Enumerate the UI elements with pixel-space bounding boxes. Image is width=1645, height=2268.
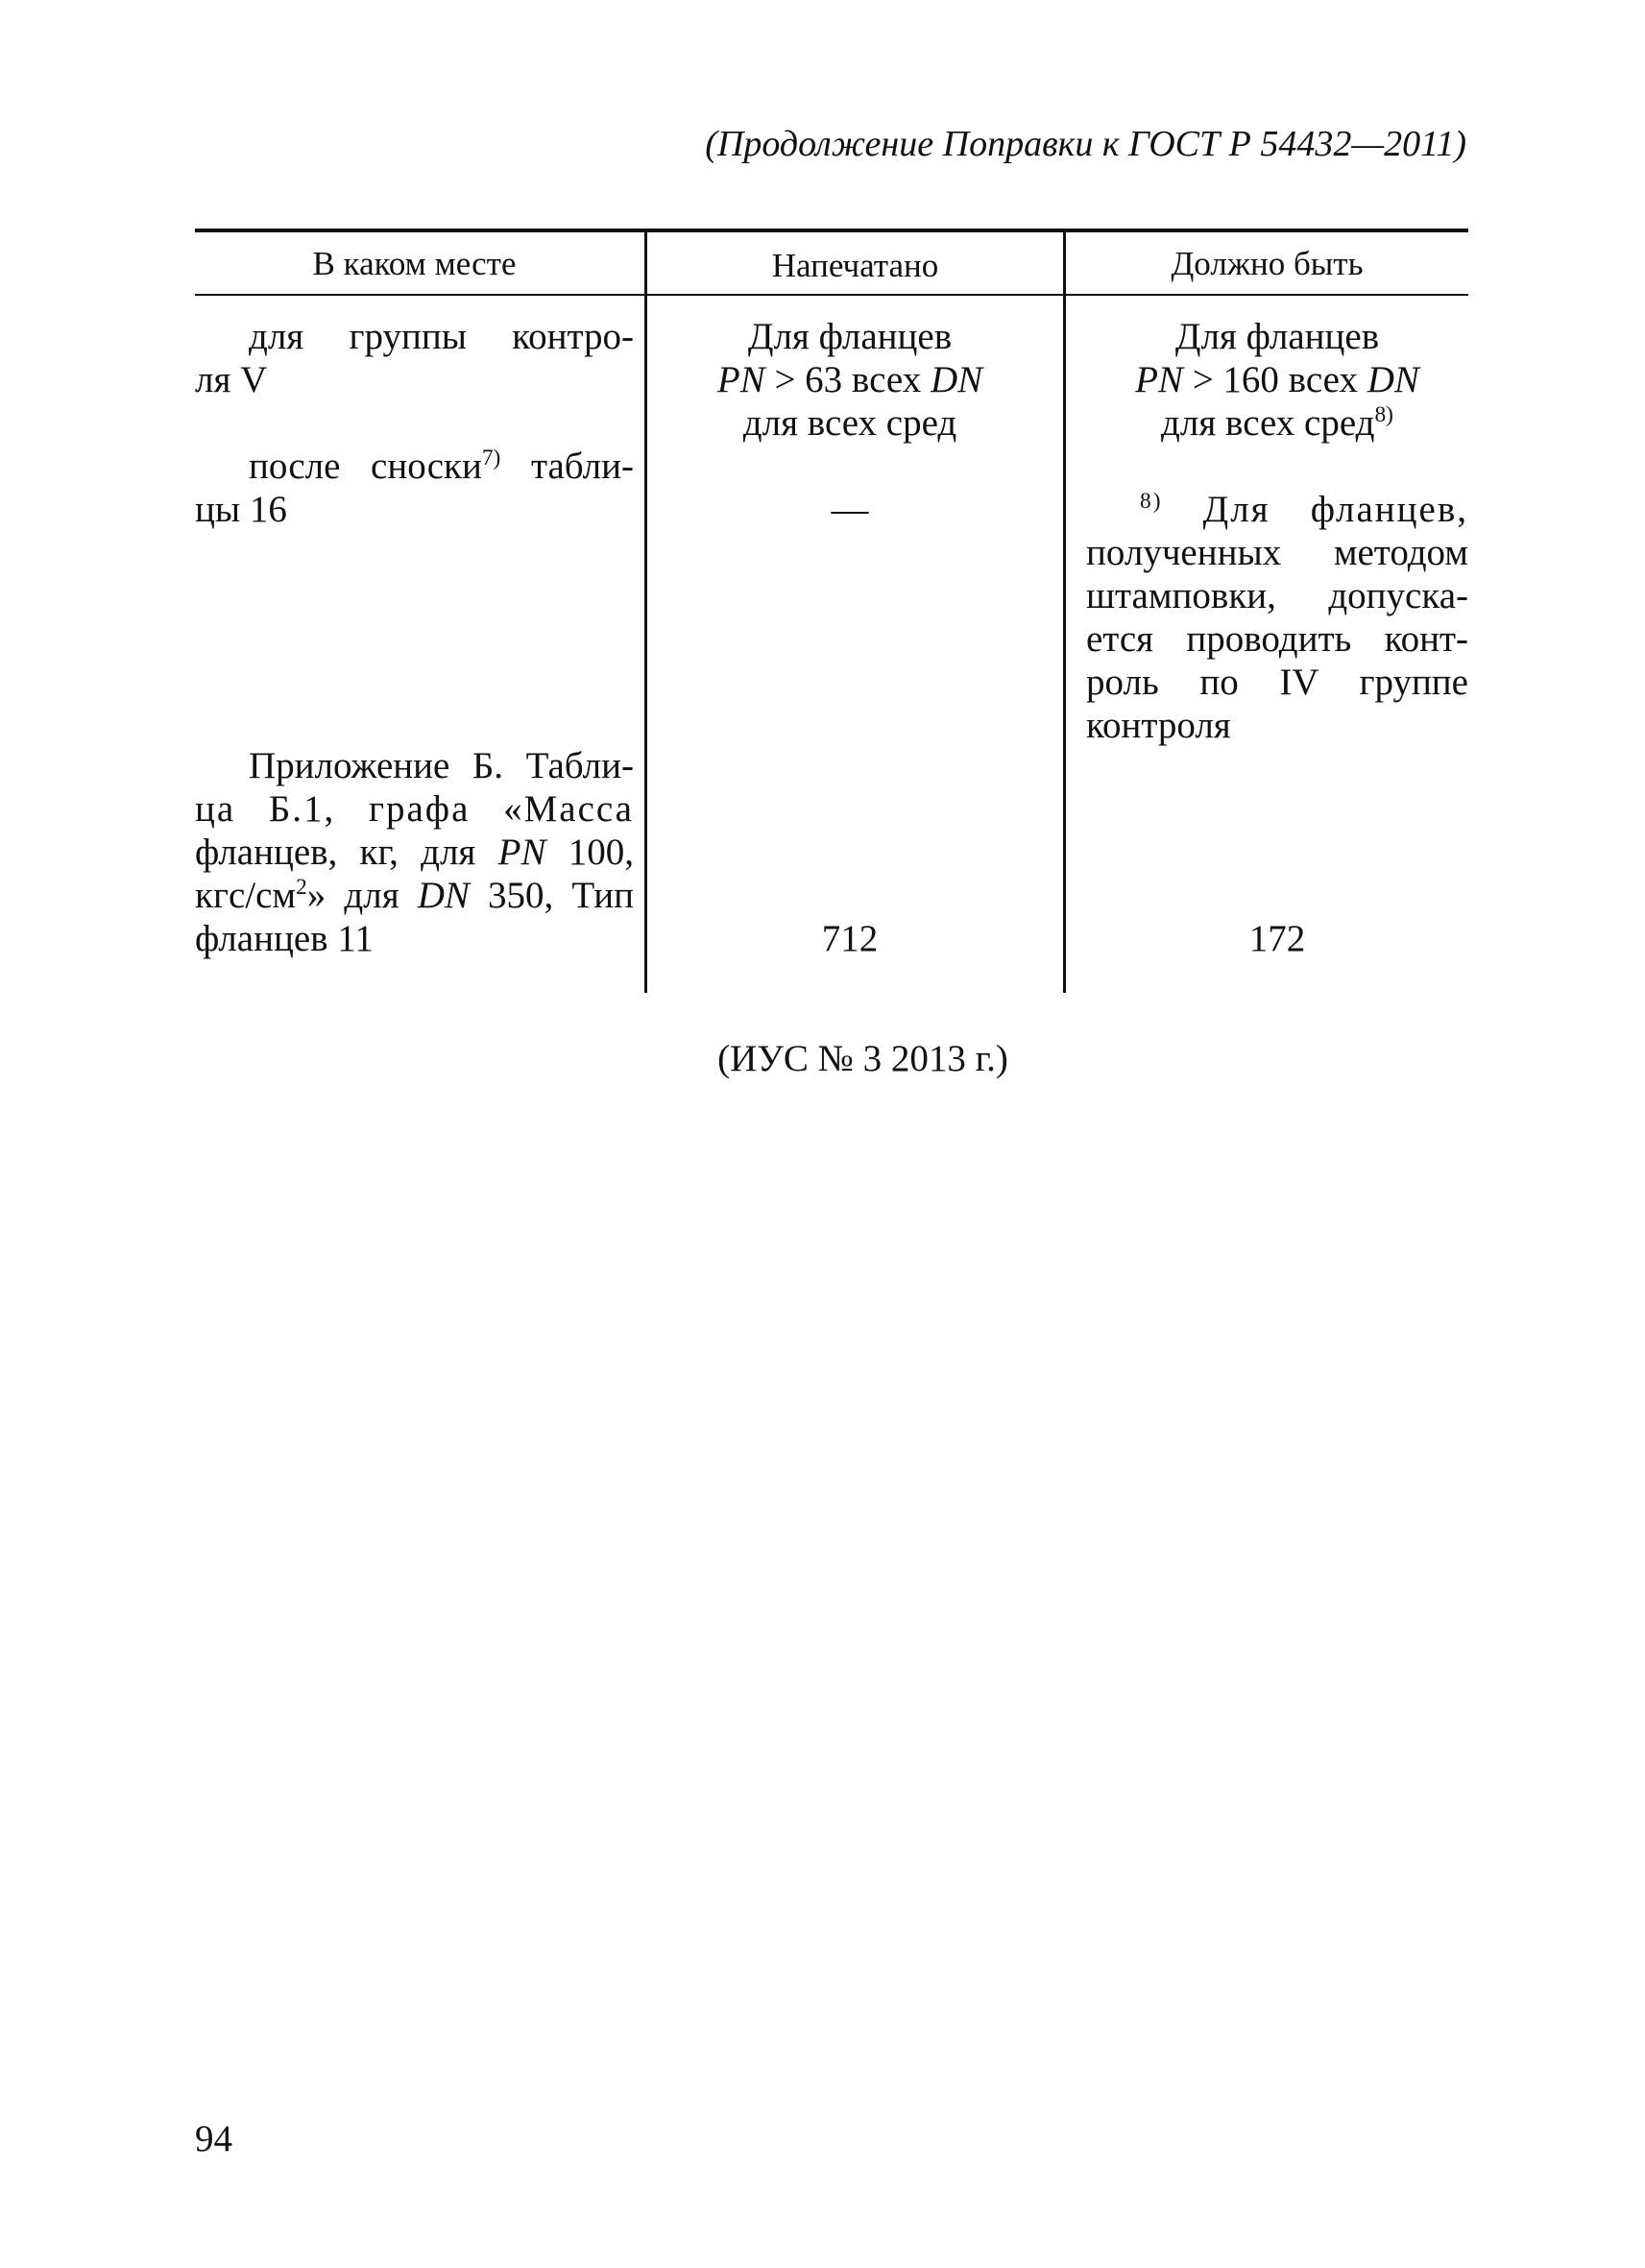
dn-symbol: DN (930, 359, 983, 400)
row3-should-be: 172 (1248, 918, 1306, 959)
row2-footnote-line2: полученных методом (1086, 532, 1468, 573)
row3-location-line3: фланцев, кг, для PN 100, (195, 832, 635, 873)
column-divider-2 (1063, 229, 1066, 993)
row1-printed-text: > 63 всех (764, 359, 931, 400)
source-note: (ИУС № 3 2013 г.) (717, 1038, 1008, 1079)
row1-should-be-line3: для всех сред$^{8)}$ (1161, 401, 1393, 444)
column-header-should-be: Должно быть (1171, 245, 1364, 282)
row1-printed-line2 (647, 358, 1052, 401)
row2-location-line2: цы 16 (195, 489, 287, 530)
pn-symbol: PN (716, 359, 765, 400)
row1-should-be (1086, 315, 1468, 445)
table-top-rule (195, 229, 1468, 232)
row2-footnote-line1: $^{8)}$ Для фланцев, (1140, 488, 1468, 530)
footnote-ref-7: 7) (481, 445, 501, 470)
row2-footnote-line4: ется проводить конт- (1086, 618, 1468, 660)
running-header: (Продолжение Поправки к ГОСТ Р 54432—2011) (705, 124, 1466, 164)
row1-location (195, 315, 634, 401)
row2-location-line1: после сноски$^{7)}$ табли- (249, 445, 634, 487)
row1-printed-line3: для всех сред (742, 402, 957, 444)
row2-printed: — (831, 489, 869, 530)
row2-footnote-line6: контроля (1086, 705, 1231, 746)
table-header-rule (195, 294, 1468, 296)
row3-location-line5: фланцев 11 (195, 918, 374, 959)
row1-should-be-line2 (1086, 358, 1468, 401)
dn-symbol: DN (417, 875, 470, 916)
row3-location-line4: кгс/$см^2$» для DN 350, Тип (195, 874, 635, 916)
row2-footnote-line5: роль по IV группе (1086, 662, 1468, 703)
row2-should-be (1086, 488, 1468, 747)
dn-symbol: DN (1367, 359, 1419, 400)
pn-symbol: PN (497, 832, 546, 873)
row3-location-line1: Приложение Б. Табли- (249, 745, 634, 786)
row3-location (195, 744, 634, 960)
row1-should-be-text: > 160 всех (1182, 359, 1367, 400)
row3-printed: 712 (821, 918, 879, 959)
row3-location-line2: ца Б.1, графа «Масса (195, 788, 634, 830)
row1-should-be-line1: Для фланцев (1174, 316, 1380, 357)
row2-footnote-line3: штамповки, допуска- (1086, 575, 1468, 616)
page-number: 94 (195, 2118, 232, 2159)
row1-printed (647, 315, 1052, 445)
superscript-2: 2 (296, 874, 307, 900)
row1-printed-line1: Для фланцев (747, 316, 953, 357)
row1-location-line2: ля V (195, 359, 268, 400)
pn-symbol: PN (1135, 359, 1183, 400)
footnote-ref-8: 8) (1140, 488, 1163, 514)
row1-location-line1: для группы контро- (249, 316, 634, 357)
footnote-ref-8: 8) (1374, 401, 1393, 427)
row2-location (195, 445, 634, 531)
column-header-where: В каком месте (312, 245, 517, 282)
column-header-printed: Напечатано (771, 247, 939, 284)
